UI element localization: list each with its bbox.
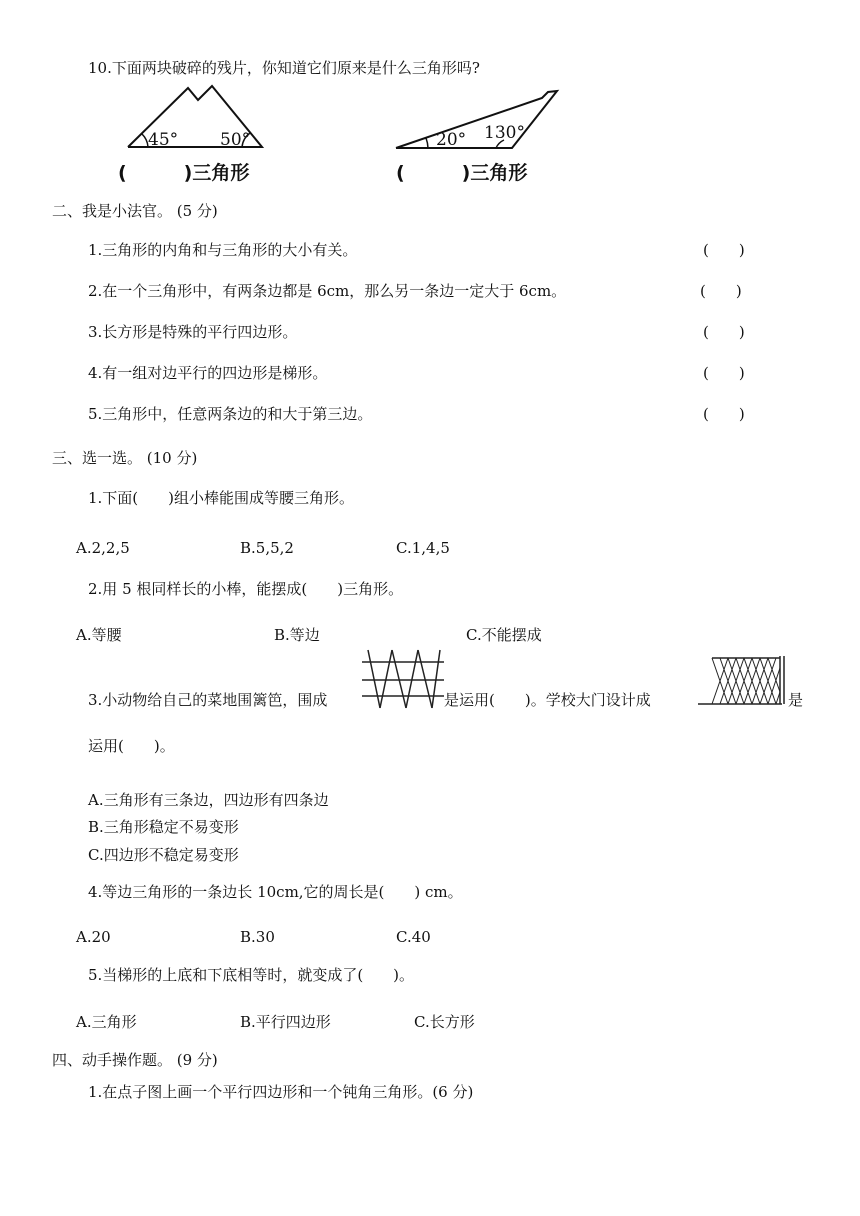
choice-q2-option-a[interactable]: A.等腰 xyxy=(76,626,122,644)
fig2-angle-b: 130° xyxy=(484,123,525,143)
choice-q1-text: 1.下面( )组小棒能围成等腰三角形。 xyxy=(88,489,355,507)
judge-item-5: 5.三角形中，任意两条边的和大于第三边。 xyxy=(88,405,373,423)
choice-q5-text: 5.当梯形的上底和下底相等时，就变成了( )。 xyxy=(88,966,415,984)
judge-item-3: 3.长方形是特殊的平行四边形。 xyxy=(88,323,298,341)
choice-q3-option-a[interactable]: A.三角形有三条边，四边形有四条边 xyxy=(88,791,329,809)
choice-q3-text-a: 3.小动物给自己的菜地围篱笆，围成 xyxy=(88,691,328,709)
choice-q4-text: 4.等边三角形的一条边长 10cm,它的周长是( ) cm。 xyxy=(88,883,463,901)
choice-q4-option-b[interactable]: B.30 xyxy=(240,928,275,946)
fig1-angle-b: 50° xyxy=(220,130,251,150)
choice-q4-option-c[interactable]: C.40 xyxy=(396,928,431,946)
section-2-title: 二、我是小法官。 (5 分) xyxy=(52,202,218,220)
choice-q2-option-b[interactable]: B.等边 xyxy=(274,626,320,644)
broken-triangle-figure-2 xyxy=(392,88,562,154)
choice-q2-text: 2.用 5 根同样长的小棒，能摆成( )三角形。 xyxy=(88,580,404,598)
judge-answer-5[interactable]: ( ) xyxy=(703,405,745,423)
fig1-answer-label: ( )三角形 xyxy=(118,162,250,184)
judge-answer-3[interactable]: ( ) xyxy=(703,323,745,341)
judge-answer-4[interactable]: ( ) xyxy=(703,364,745,382)
choice-q1-option-c[interactable]: C.1,4,5 xyxy=(396,539,450,557)
choice-q3-text-d: 运用( )。 xyxy=(88,737,175,755)
judge-answer-2[interactable]: ( ) xyxy=(700,282,742,300)
fig1-angle-a: 45° xyxy=(148,130,179,150)
choice-q5-option-b[interactable]: B.平行四边形 xyxy=(240,1013,331,1031)
section-4-title: 四、动手操作题。 (9 分) xyxy=(52,1051,218,1069)
lattice-gate-image xyxy=(698,656,788,706)
judge-item-4: 4.有一组对边平行的四边形是梯形。 xyxy=(88,364,328,382)
broken-triangle-figure-1 xyxy=(120,82,280,154)
choice-q4-option-a[interactable]: A.20 xyxy=(76,928,111,946)
choice-q2-option-c[interactable]: C.不能摆成 xyxy=(466,626,542,644)
choice-q5-option-a[interactable]: A.三角形 xyxy=(76,1013,137,1031)
section-3-title: 三、选一选。 (10 分) xyxy=(52,449,198,467)
choice-q1-option-a[interactable]: A.2,2,5 xyxy=(76,539,130,557)
choice-q3-text-b: 是运用( )。学校大门设计成 xyxy=(444,691,651,709)
judge-item-2: 2.在一个三角形中，有两条边都是 6cm，那么另一条边一定大于 6cm。 xyxy=(88,282,567,300)
fig2-angle-a: 20° xyxy=(436,130,467,150)
choice-q1-option-b[interactable]: B.5,5,2 xyxy=(240,539,294,557)
choice-q5-option-c[interactable]: C.长方形 xyxy=(414,1013,475,1031)
judge-answer-1[interactable]: ( ) xyxy=(703,241,745,259)
operation-q1-text: 1.在点子图上画一个平行四边形和一个钝角三角形。(6 分) xyxy=(88,1083,474,1101)
judge-item-1: 1.三角形的内角和与三角形的大小有关。 xyxy=(88,241,358,259)
choice-q3-text-c: 是 xyxy=(788,691,804,709)
fig2-answer-label: ( )三角形 xyxy=(396,162,528,184)
question-10-text: 10.下面两块破碎的残片，你知道它们原来是什么三角形吗? xyxy=(88,59,480,77)
choice-q3-option-b[interactable]: B.三角形稳定不易变形 xyxy=(88,818,239,836)
triangle-fence-image xyxy=(362,650,444,710)
choice-q3-option-c[interactable]: C.四边形不稳定易变形 xyxy=(88,846,239,864)
